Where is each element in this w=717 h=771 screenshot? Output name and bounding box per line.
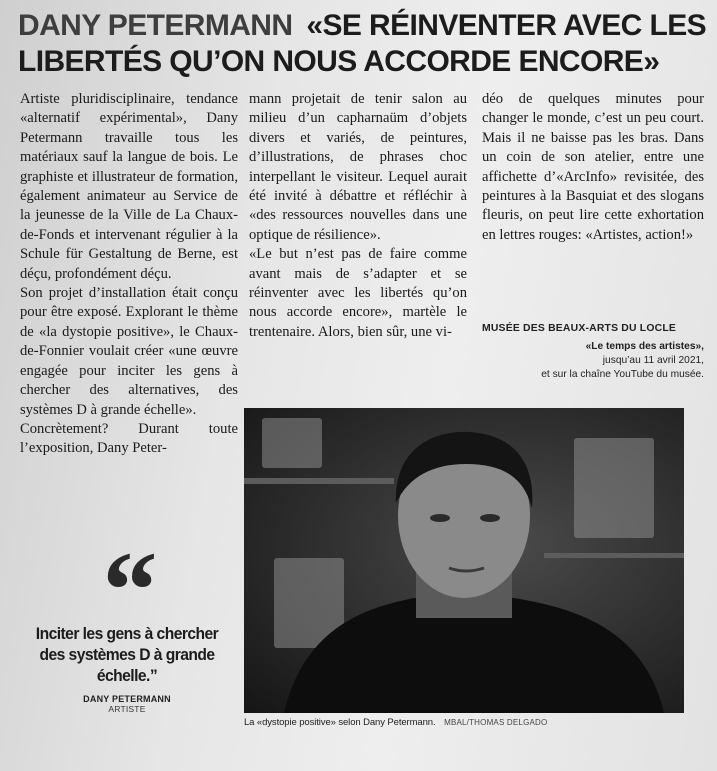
photo-credit: MBAL/THOMAS DELGADO	[444, 718, 548, 727]
paragraph: mann projetait de tenir salon au milieu d’un capharnaüm d’objets divers et variés, de peintures, d’illustrations, de phrases choc interpellant le visiteur. Lequel aurait été invité à débattre et réfléchir à «des ressources nouvelles dans une optique de résilience».	[249, 91, 467, 243]
headline-author-name: DANY PETERMANN	[18, 9, 293, 42]
paragraph: «Le but n’est pas de faire comme avant mais de s’adapter et se réinventer avec les libertés qu’on nous accorde encore», martèle le trentenaire. Alors, bien sûr, une vi-	[249, 246, 467, 340]
paragraph: Concrètement? Durant toute l’exposition, Dany Peter-	[20, 420, 238, 457]
photo-caption	[244, 717, 684, 728]
portrait-photo	[244, 408, 684, 713]
exhibition-info	[482, 322, 704, 382]
pull-quote-role: ARTISTE	[108, 704, 146, 714]
article-column-2	[249, 90, 467, 342]
paragraph: Son projet d’installation était conçu pour être exposé. Explorant le thème de «la dystopie positive», le Chaux-de-Fonnier voulait créer «une œuvre engagée pour inciter les gens à chercher des alternatives, des systèmes D à grande échelle».	[20, 285, 238, 418]
quote-mark-icon: “	[102, 529, 152, 651]
headline	[18, 8, 708, 80]
exhibition-title: «Le temps des artistes»,	[585, 341, 704, 352]
pull-quote	[18, 529, 236, 714]
paragraph: Artiste pluridisciplinaire, tendance «alternatif expérimental», Dany Petermann travaille tous les matériaux sauf la langue de bois. Le graphiste et illustrateur de formation, également animateur au Service de la jeunesse de la Ville de La Chaux-de-Fonds et intervenant régulier à la Schule für Gestaltung de Berne, est déçu, profondément déçu.	[20, 91, 238, 282]
exhibition-dates: jusqu’au 11 avril 2021,	[602, 355, 704, 366]
photo-caption-text: La «dystopie positive» selon Dany Petermann.	[244, 717, 436, 728]
exhibition-youtube: et sur la chaîne YouTube du musée.	[541, 369, 704, 380]
pull-quote-author: DANY PETERMANN	[83, 694, 171, 704]
museum-name: MUSÉE DES BEAUX-ARTS DU LOCLE	[482, 323, 676, 334]
headline-quote: «SE RÉINVENTER AVEC LES LIBERTÉS QU’ON NOUS ACCORDE ENCORE»	[18, 9, 707, 78]
portrait-person-icon	[244, 408, 684, 713]
paragraph: déo de quelques minutes pour changer le monde, c’est un peu court. Mais il ne baisse pas les bras. Dans un coin de son atelier, entre une affichette d’«ArcInfo» revisitée, des peintures à la Basquiat et des slogans fleuris, on peut lire cette exhortation en lettres rouges: «Artistes, action!»	[482, 91, 704, 243]
article-column-3	[482, 90, 704, 245]
article-column-1	[20, 90, 238, 459]
pull-quote-text: Inciter les gens à chercher des systèmes D à grande échelle.”	[35, 624, 219, 685]
